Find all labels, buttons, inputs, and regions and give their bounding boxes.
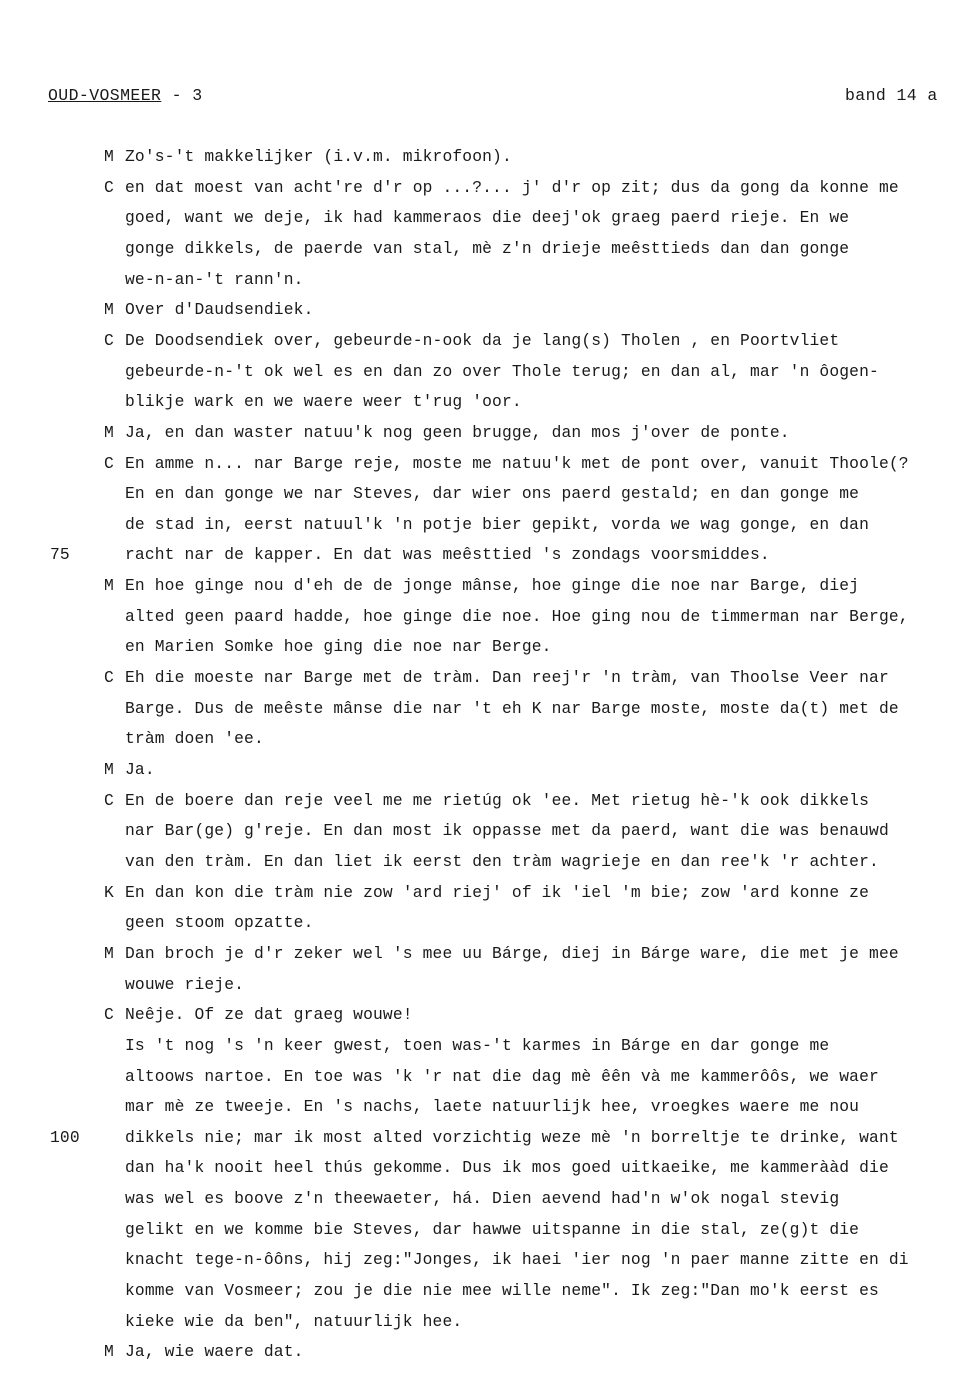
transcript-line [0, 1307, 966, 1337]
speaker-label: M [104, 760, 114, 779]
transcript-line [0, 357, 966, 387]
line-text: goed, want we deje, ik had kammeraos die deej'ok graeg paerd rieje. En we [125, 208, 850, 228]
transcript-line [0, 1031, 966, 1061]
speaker-label: M [104, 576, 114, 596]
transcript-line [0, 939, 966, 969]
line-text: Zo's-'t makkelijker (i.v.m. mikrofoon). [125, 147, 512, 166]
line-text: Is 't nog 's 'n keer gwest, toen was-'t karmes in Bárge en dar gonge me [125, 1035, 830, 1055]
transcript-line [0, 571, 966, 601]
transcript-line [0, 816, 966, 846]
transcript-line [0, 387, 966, 417]
transcript-line [0, 1215, 966, 1245]
line-text: wouwe rieje. [125, 974, 245, 994]
line-text: gebeurde-n-'t ok wel es en dan zo over Thole terug; en dan al, mar 'n ôogen- [125, 361, 879, 381]
transcript-line [0, 418, 966, 448]
transcript-line [0, 724, 966, 754]
document-title: OUD-VOSMEER [48, 86, 162, 105]
transcript-line [0, 878, 966, 908]
speaker-label: M [104, 422, 114, 442]
line-text: gelikt en we komme bie Steves, dar hawwe uitspanne in die stal, ze(g)t die [125, 1219, 860, 1239]
line-text: Neêje. Of ze dat graeg wouwe! [125, 1005, 413, 1025]
line-text: de stad in, eerst natuul'k 'n potje bier gepikt, vorda we wag gonge, en dan [125, 514, 870, 534]
line-text: geen stoom opzatte. [125, 913, 314, 933]
line-text: alted geen paard hadde, hoe ginge die noe. Hoe ging nou de timmerman nar Berge, [125, 606, 909, 626]
line-text: we-n-an-'t rann'n. [125, 269, 304, 289]
transcript-line [0, 1153, 966, 1183]
transcript-line [0, 1337, 966, 1367]
line-text: dan ha'k nooit heel thús gekomme. Dus ik mos goed uitkaeike, me kammerààd die [125, 1158, 889, 1178]
line-text: altoows nartoe. En toe was 'k 'r nat die dag mè êên và me kammerôôs, we waer [125, 1066, 879, 1086]
transcript-line [0, 203, 966, 233]
line-text: en Marien Somke hoe ging die noe nar Berge. [125, 637, 552, 657]
line-text: En amme n... nar Barge reje, moste me natuu'k met de pont over, vanuit Thoole(? [125, 453, 909, 473]
line-text: nar Bar(ge) g'reje. En dan most ik oppasse met da paerd, want die was benauwd [125, 821, 889, 841]
transcript-line [0, 234, 966, 264]
line-text: gonge dikkels, de paerde van stal, mè z'n drieje meêsttieds dan dan gonge [125, 238, 850, 258]
transcript-line [0, 1062, 966, 1092]
transcript-line [0, 326, 966, 356]
transcript-line [0, 663, 966, 693]
line-text: Over d'Daudsendiek. [125, 300, 314, 320]
line-text: En hoe ginge nou d'eh de de jonge mânse, hoe ginge die noe nar Barge, diej [125, 576, 860, 596]
transcript-line [0, 1276, 966, 1306]
line-text: En de boere dan reje veel me me rietúg ok 'ee. Met rietug hè-'k ook dikkels [125, 790, 870, 810]
page-number: - 3 [161, 86, 203, 105]
transcript-line [0, 1092, 966, 1122]
speaker-label: C [104, 453, 114, 473]
transcript-line [0, 1245, 966, 1275]
speaker-label: M [104, 300, 114, 320]
line-text: tràm doen 'ee. [125, 729, 264, 749]
speaker-label: C [104, 790, 114, 810]
speaker-label: C [104, 177, 114, 197]
line-text: en dat moest van acht're d'r op ...?... j' d'r op zit; dus da gong da konne me [125, 177, 899, 197]
transcript-line [0, 755, 966, 785]
line-text: Dan broch je d'r zeker wel 's mee uu Bárge, diej in Bárge ware, die met je mee [125, 943, 899, 963]
line-text: van den tràm. En dan liet ik eerst den tràm wagrieje en dan ree'k 'r achter. [125, 851, 879, 871]
line-text: was wel es boove z'n theewaeter, há. Dien aevend had'n w'ok nogal stevig [125, 1189, 840, 1209]
transcript-line [0, 1184, 966, 1214]
line-text: De Doodsendiek over, gebeurde-n-ook da je lang(s) Tholen , en Poortvliet [125, 330, 840, 350]
speaker-label: M [104, 1342, 114, 1362]
transcript-line [0, 540, 966, 570]
line-text: Eh die moeste nar Barge met de tràm. Dan reej'r 'n tràm, van Thoolse Veer nar [125, 668, 889, 688]
transcript-line [0, 510, 966, 540]
speaker-label: K [104, 882, 114, 902]
line-text: Barge. Dus de meêste mânse die nar 't eh K nar Barge moste, moste da(t) met de [125, 698, 899, 718]
line-text: En en dan gonge we nar Steves, dar wier ons paerd gestald; en dan gonge me [125, 484, 860, 504]
line-text: Ja, wie waere dat. [125, 1342, 304, 1362]
transcript-line [0, 632, 966, 662]
speaker-label: C [104, 1005, 114, 1025]
transcript-line [0, 602, 966, 632]
transcript-line [0, 479, 966, 509]
transcript-line [0, 142, 966, 172]
line-number: 100 [50, 1127, 80, 1147]
speaker-label: C [104, 330, 114, 350]
line-number: 75 [50, 545, 70, 565]
line-text: Ja, en dan waster natuu'k nog geen brugge, dan mos j'over de ponte. [125, 422, 790, 442]
transcript-line [0, 173, 966, 203]
transcript-line [0, 265, 966, 295]
line-text: mar mè ze tweeje. En 's nachs, laete natuurlijk hee, vroegkes waere me nou [125, 1097, 860, 1117]
line-text: racht nar de kapper. En dat was meêsttied 's zondags voorsmiddes. [125, 545, 770, 565]
transcript-line [0, 847, 966, 877]
line-text: kieke wie da ben", natuurlijk hee. [125, 1311, 463, 1331]
header-left [48, 86, 203, 105]
speaker-label: C [104, 668, 114, 688]
line-text: knacht tege-n-ôôns, hij zeg:"Jonges, ik haei 'ier nog 'n paer manne zitte en di [125, 1250, 909, 1270]
transcript-line [0, 970, 966, 1000]
speaker-label: M [104, 147, 114, 166]
transcript-line [0, 786, 966, 816]
transcript-line [0, 1000, 966, 1030]
line-text: komme van Vosmeer; zou je die nie mee wille neme". Ik zeg:"Dan mo'k eerst es [125, 1281, 879, 1301]
transcript-line [0, 694, 966, 724]
band-label: band 14 a [845, 86, 938, 105]
line-text: blikje wark en we waere weer t'rug 'oor. [125, 392, 522, 412]
line-text: Ja. [125, 760, 155, 779]
speaker-label: M [104, 943, 114, 963]
line-text: En dan kon die tràm nie zow 'ard riej' of ik 'iel 'm bie; zow 'ard konne ze [125, 882, 870, 902]
transcript-line [0, 449, 966, 479]
line-text: dikkels nie; mar ik most alted vorzichtig weze mè 'n borreltje te drinke, want [125, 1127, 899, 1147]
transcript-line [0, 1123, 966, 1153]
transcript-line [0, 908, 966, 938]
transcript-line [0, 295, 966, 325]
